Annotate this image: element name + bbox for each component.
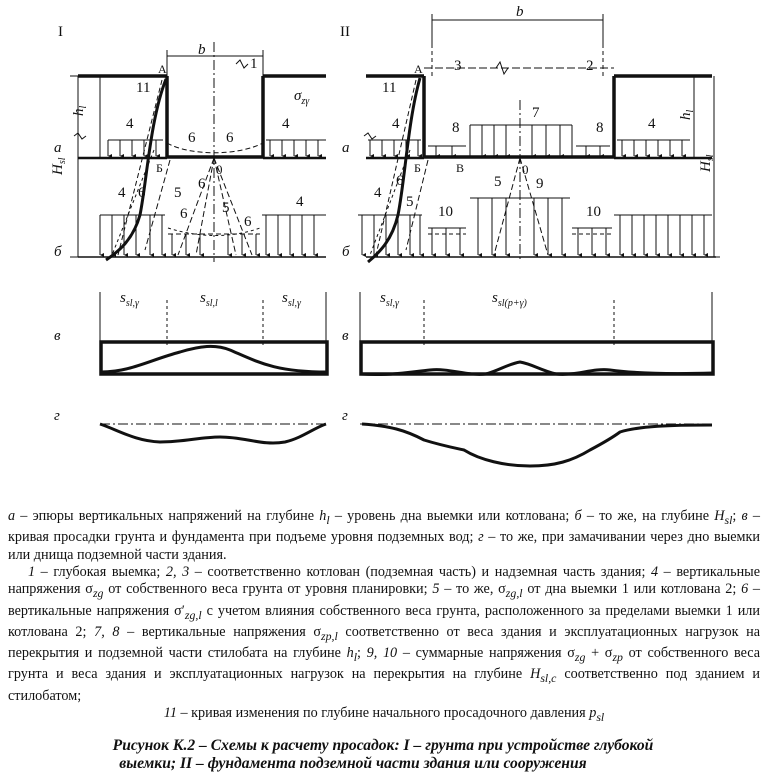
scheme-ii-label: II bbox=[340, 24, 350, 40]
epure-4-b-right bbox=[262, 215, 326, 255]
svg-text:в: в bbox=[342, 328, 349, 344]
svg-text:2: 2 bbox=[586, 58, 594, 74]
svg-text:ssl,l: $s_{sl,l}$ bbox=[200, 290, 218, 309]
legend-paragraph-2: 1 – глубокая выемка; 2, 3 – соответственно котлован (подземная часть) и надземная часть здания; 4 – вертикальные напряжения $\sigma_{zg}$ от собственного веса грунта от уровня планировки; 5 – то же, $\sigma_{zg,l}$ от дна выемки 1 или котлована 2; 6 – вертикальные напряжения $\sigma'_{zg,l}$ с учетом влияния собственного веса грунта, расположенного за пределами выемки 1 или котлована 2; 7, 8 – вертикальные напряжения $\sigma_{zp,l}$ соответственно от веса здания и эксплуатационных нагрузок на перекрытия и подземной части стилобата на глубине $h_l$; 9, 10 – суммарные напряжения $\sigma_{zg} + \sigma_{zp}$ от собственного веса грунта и веса здания и эксплуатационных нагрузок на перекрытия на глубине $H_{sl,c}$ соответственно под зданием и стилобатом; bbox=[8, 564, 761, 704]
strip-v-ii bbox=[361, 342, 713, 374]
svg-text:ssl(p+γ): $s_{sl(p+\gamma)}$ bbox=[492, 290, 527, 309]
svg-text:hl: $h_l$ bbox=[71, 105, 89, 116]
svg-text:6: 6 bbox=[226, 130, 234, 146]
scheme-i-label: I bbox=[58, 24, 63, 40]
svg-text:4: 4 bbox=[392, 116, 400, 132]
svg-text:5: 5 bbox=[174, 185, 182, 201]
svg-text:4: 4 bbox=[282, 116, 290, 132]
svg-text:5: 5 bbox=[222, 200, 230, 216]
svg-text:9: 9 bbox=[536, 176, 544, 192]
svg-text:г: г bbox=[54, 408, 60, 424]
scheme-ii bbox=[358, 14, 720, 262]
settlement-strips bbox=[100, 292, 713, 466]
epure-7 bbox=[470, 125, 572, 156]
svg-text:b: b bbox=[198, 42, 206, 58]
figure-legend bbox=[8, 508, 760, 726]
svg-text:6: 6 bbox=[188, 130, 196, 146]
epure-8 bbox=[428, 146, 610, 156]
subsidence-curve-g-i bbox=[100, 424, 326, 443]
svg-text:6: 6 bbox=[138, 185, 146, 201]
svg-text:σzγ: $\sigma_{z\gamma}$ bbox=[294, 88, 310, 107]
caption-text-1: – Схемы к расчету просадок: I – грунта при устройстве глубокой bbox=[195, 737, 654, 754]
caption-label: Рисунок К.2 bbox=[112, 737, 196, 754]
svg-text:1: 1 bbox=[250, 56, 258, 72]
caption-text-2: выемки; II – фундамента подземной части здания или сооружения bbox=[119, 755, 587, 773]
epure-4-a-right bbox=[266, 140, 326, 156]
svg-text:8: 8 bbox=[596, 120, 604, 136]
figure-caption bbox=[0, 737, 766, 774]
svg-text:hl: $h_l$ bbox=[678, 109, 696, 120]
svg-text:ssl,γ: $s_{sl,\gamma}$ bbox=[120, 290, 139, 309]
svg-text:4: 4 bbox=[374, 185, 382, 201]
svg-text:4: 4 bbox=[118, 185, 126, 201]
epure-6-a bbox=[167, 143, 263, 153]
svg-text:Hsl: $H_{sl}$ bbox=[698, 154, 716, 172]
epure-4-a-left bbox=[108, 140, 163, 156]
legend-paragraph-3: 11 – кривая изменения по глубине начального просадочного давления $p_{sl}$ bbox=[163, 705, 605, 724]
svg-text:Hsl: $H_{sl}$ bbox=[50, 157, 68, 175]
svg-text:6: 6 bbox=[180, 206, 188, 222]
svg-text:ssl,γ: $s_{sl,\gamma}$ bbox=[380, 290, 399, 309]
svg-text:Б: Б bbox=[414, 161, 421, 175]
svg-text:В: В bbox=[456, 161, 465, 175]
svg-text:0: 0 bbox=[216, 162, 223, 177]
svg-text:ssl,γ: $s_{sl,\gamma}$ bbox=[282, 290, 301, 309]
legend-paragraph-1: а – эпюры вертикальных напряжений на глубине $h_l$ – уровень дна выемки или котлована; б – то же, на глубине $H_{sl}$; в – кривая просадки грунта и фундамента при подъеме уровня подземных вод; г – то же, при замачивании через дно выемки или днища подземной части здания. bbox=[8, 508, 760, 563]
svg-text:4: 4 bbox=[648, 116, 656, 132]
svg-text:7: 7 bbox=[532, 105, 540, 121]
svg-text:в: в bbox=[54, 328, 61, 344]
svg-text:4: 4 bbox=[126, 116, 134, 132]
svg-text:b: b bbox=[516, 4, 524, 20]
svg-text:а: а bbox=[54, 140, 62, 156]
svg-text:6: 6 bbox=[244, 214, 252, 230]
svg-text:4: 4 bbox=[296, 194, 304, 210]
svg-text:8: 8 bbox=[452, 120, 460, 136]
curve-11-ii bbox=[368, 78, 420, 262]
svg-text:6: 6 bbox=[198, 176, 206, 192]
svg-text:10: 10 bbox=[586, 204, 601, 220]
svg-text:6: 6 bbox=[396, 173, 404, 189]
svg-text:5: 5 bbox=[406, 194, 414, 210]
svg-text:А: А bbox=[414, 62, 423, 76]
svg-text:б: б bbox=[54, 244, 62, 260]
svg-text:Б: Б bbox=[156, 161, 163, 175]
svg-text:б: б bbox=[342, 244, 350, 260]
subsidence-curve-g-ii bbox=[362, 424, 712, 466]
svg-text:5: 5 bbox=[494, 174, 502, 190]
svg-text:3: 3 bbox=[454, 58, 462, 74]
svg-text:0: 0 bbox=[522, 162, 529, 177]
svg-text:г: г bbox=[342, 408, 348, 424]
svg-text:11: 11 bbox=[382, 80, 397, 96]
svg-text:10: 10 bbox=[438, 204, 453, 220]
svg-text:А: А bbox=[158, 62, 167, 76]
subsidence-curve-v-i bbox=[101, 346, 327, 372]
scheme-i bbox=[70, 42, 326, 262]
svg-text:11: 11 bbox=[136, 80, 151, 96]
svg-text:а: а bbox=[342, 140, 350, 156]
